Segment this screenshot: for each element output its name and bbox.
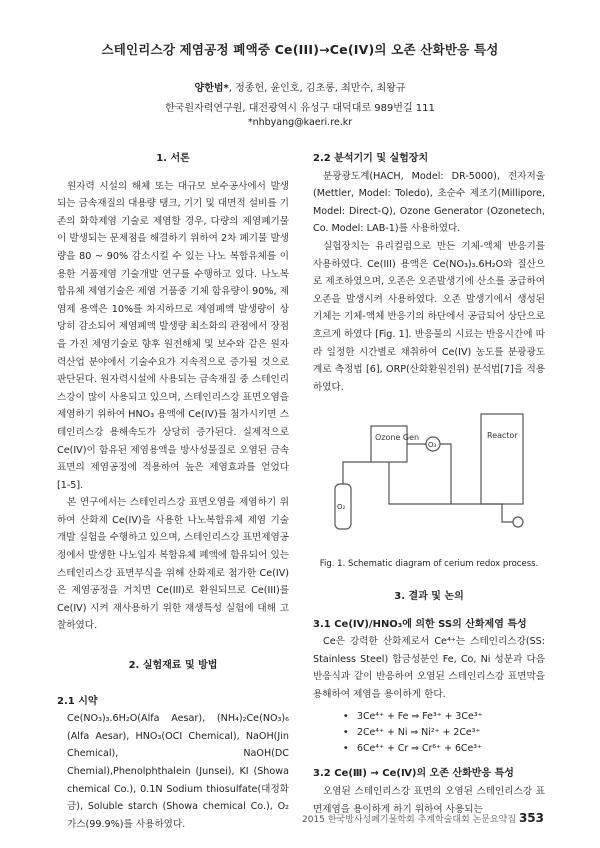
footer-text: 2015 한국방사성폐기물학회 추계학술대회 논문요약집 bbox=[302, 815, 519, 825]
results-paragraph-1: Ce은 강력한 산화제로서 Ce⁴⁺는 스테인리스강(SS: Stainless Steel) 합금성분인 Fe, Co, Ni 성분과 다음 반응식과 같이 반응하여 오염된 스테인리스강 표면막을 용해하여 제염을 용이하게 한다. bbox=[313, 636, 545, 700]
equation-cr: • 6Ce⁴⁺ + Cr ⇒ Cr⁶⁺ + 6Ce³⁺ bbox=[343, 741, 545, 757]
instruments-paragraph: 분광광도계(HACH, Model: DR-5000), 전자저울(Mettler, Model: Toledo), 초순수 제조기(Millipore, Model: Direct-Q), Ozone Generator (Ozonetech, Co. Model: LAB-1)를 사용하였다. bbox=[313, 170, 545, 235]
co-authors: , 정종헌, 윤인호, 김초롱, 최만수, 최왕규 bbox=[228, 83, 406, 94]
section-heading-methods: 2. 실험재료 및 방법 bbox=[128, 660, 218, 672]
subsection-heading-ozone-oxidation: 3.2 Ce(Ⅲ) → Ce(Ⅳ)의 오존 산화반응 특성 bbox=[313, 768, 514, 780]
author-list bbox=[0, 79, 600, 94]
ozone-generator-box bbox=[371, 426, 407, 462]
reactor-drain-line bbox=[502, 504, 513, 522]
intro-paragraph-2: 본 연구에서는 스테인리스강 표면오염을 제염하기 위하여 산화제 Ce(IV)을 사용한 나노복합유체 제염 기술개발 실험을 수행하고 있으며, 스테인리스강 표면제염공정에서 발생한 나노입자 복합유체 폐액에 함유되어 있는 스테인리스강 표면부식을 위해 산화제로 첨가한 Ce(IV)은 제염공정을 거치면 Ce(III)로 환원되므로 Ce(III)를 Ce(IV) 시켜 재사용하기 위한 재생특성 실험에 대해 고찰하였다. bbox=[57, 497, 289, 632]
results-paragraph-2: 오염된 스테인리스강 표면의 오염된 스테인리스강 표면제염을 용이하게 하기 위하여 사용되는 bbox=[313, 786, 545, 815]
section-heading-results: 3. 결과 및 논의 bbox=[394, 590, 464, 602]
schematic-diagram bbox=[313, 404, 545, 554]
reactor-column bbox=[481, 414, 523, 504]
subsection-heading-instruments: 2.2 분석기기 및 실험장치 bbox=[313, 153, 429, 164]
author-email[interactable]: *nhbyang@kaeri.re.kr bbox=[247, 117, 353, 128]
equation-fe: • 3Ce⁴⁺ + Fe ⇒ Fe³⁺ + 3Ce³⁺ bbox=[343, 709, 545, 725]
o3-label: O₃ bbox=[428, 441, 437, 450]
ozone-gen-label: Ozone Gen bbox=[375, 433, 420, 443]
affiliation: 한국원자력연구원, 대전광역시 유성구 대덕대로 989번길 111 bbox=[165, 103, 435, 114]
figure-caption: Fig. 1. Schematic diagram of cerium redox process. bbox=[319, 559, 539, 570]
page-footer bbox=[0, 811, 600, 825]
lead-author: 양한범* bbox=[194, 83, 229, 94]
o2-feed-line bbox=[343, 462, 371, 484]
subsection-heading-reagents: 2.1 시약 bbox=[57, 695, 98, 707]
reagents-paragraph: Ce(NO₃)₃.6H₂O(Alfa Aesar), (NH₄)₂Ce(NO₃)₆ (Alfa Aesar), HNO₃(OCI Chemical), NaOH(Jin Chemical), NaOH(DC Chemial),Phenolphthalein (Junsei), KI (Showa chemical Co.), 0.1N Sodium thiosulfate(대정화금), Soluble starch (Showa chemical Co.), O₂ 가스(99.9%)를 사용하였다. bbox=[67, 713, 289, 830]
right-column bbox=[313, 150, 545, 818]
intro-paragraph-1: 원자력 시설의 해체 또는 대규모 보수공사에서 발생되는 금속재질의 대용량 탱크, 기기 및 대면적 설비를 기존의 화학제염 기술로 제염할 경우, 다량의 제염폐기물 이 발생되는 문제점을 해결하기 위하여 2차 폐기물 발생량을 80 ~ 90% 감소시킬 수 있는 나노 복합유체를 이용한 거품제염 기술개발 연구를 수행하고 있다. 나노복합유체 제염기술은 제염 거품중 기체 함유량이 90%, 제염제 용액은 10%를 차지하므로 제염폐액 발생량이 상당히 감소되어 제염폐액 발생량 최소화의 관점에서 장점을 가진 제염기술로 향후 원전해체 및 보수와 같은 원자력산업 분야에서 기술수요가 지속적으로 증가될 것으로 판단된다. 원자력시설에 사용되는 금속재질 중 스테인리스강이 많이 사용되고 있으며, 스테인리스강 표면오염을 제염하기 위하여 HNO₃ 용액에 Ce(IV)를 첨가시키면 스테인리스강 용해속도가 상당히 증가된다. 실제적으로 Ce(IV)이 함유된 제염용액을 방사성물질로 오염된 금속표면의 제염공정에 적용하여 높은 제염효과를 얻었다 [1-5]. bbox=[57, 180, 289, 491]
section-heading-intro: 1. 서론 bbox=[156, 153, 190, 164]
reaction-equations bbox=[313, 709, 545, 757]
gas-line bbox=[389, 462, 503, 504]
reactor-label: Reactor bbox=[487, 431, 518, 441]
apparatus-paragraph: 실험장치는 유리컬럼으로 만든 기체-액체 반응기를 사용하였다. Ce(III) 용액은 Ce(NO₃)₃.6H₂O와 질산으로 제조하였으며, 오존은 오존발생기에 산소를 공급하여 오존을 발생시켜 사용하였다. 오존 발생기에서 생성된 기체는 기체-액체 반응기의 하단에서 공급되어 상단으로 흐르게 하였다 [Fig. 1]. 반응물의 시료는 반응시간에 따라 일정한 시간별로 채취하여 Ce(IV) 농도를 분광광도계로 측정법 [6], ORP(산화환원전위) 분석법[7]을 적용하였다. bbox=[313, 240, 545, 393]
equation-ni: • 2Ce⁴⁺ + Ni ⇒ Ni²⁺ + 2Ce³⁺ bbox=[343, 725, 545, 741]
o2-label: O₂ bbox=[337, 503, 346, 512]
paper-title: 스테인리스강 제염공정 폐액중 Ce(III)→Ce(IV)의 오존 산화반응 특성 bbox=[101, 42, 499, 57]
pump-icon bbox=[513, 517, 523, 527]
subsection-heading-oxidative-decon: 3.1 Ce(IV)/HNO₃에 의한 SS의 산화제염 특성 bbox=[313, 618, 527, 630]
page-number: 353 bbox=[518, 811, 544, 825]
figure-schematic bbox=[313, 404, 545, 554]
left-column bbox=[57, 150, 289, 833]
o3-line-out bbox=[440, 444, 451, 504]
